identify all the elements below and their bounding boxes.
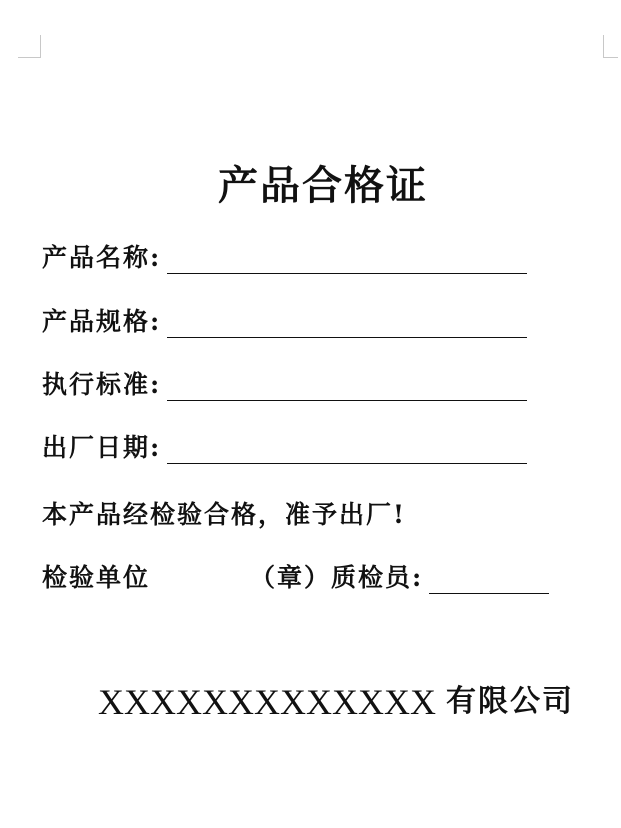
- field-blank-line: [167, 311, 527, 338]
- inspector-blank-line: [429, 567, 549, 594]
- field-label: 产品名称:: [42, 243, 162, 272]
- field-production-date: [42, 428, 527, 464]
- approval-statement: 本产品经检验合格，准予出厂!: [42, 500, 406, 529]
- company-suffix: 有限公司: [445, 684, 574, 719]
- company-name-placeholder: XXXXXXXXXXXXX: [98, 682, 436, 722]
- field-label: 出厂日期:: [42, 433, 162, 462]
- field-label: 执行标准:: [42, 370, 162, 399]
- page-title: 产品合格证: [218, 162, 428, 209]
- seal-inspector-label: （章）质检员:: [250, 563, 424, 592]
- field-standard: [42, 365, 527, 401]
- field-product-spec: [42, 302, 527, 338]
- inspection-unit-label: 检验单位: [42, 563, 151, 592]
- field-label: 产品规格:: [42, 307, 162, 336]
- company-name: [98, 680, 574, 724]
- field-blank-line: [167, 247, 527, 274]
- field-blank-line: [167, 437, 527, 464]
- field-product-name: [42, 238, 527, 274]
- statement-row: [42, 495, 406, 531]
- crop-mark-top-right: [603, 35, 618, 58]
- crop-mark-top-left: [18, 35, 41, 58]
- field-blank-line: [167, 374, 527, 401]
- inspection-row: [42, 558, 549, 594]
